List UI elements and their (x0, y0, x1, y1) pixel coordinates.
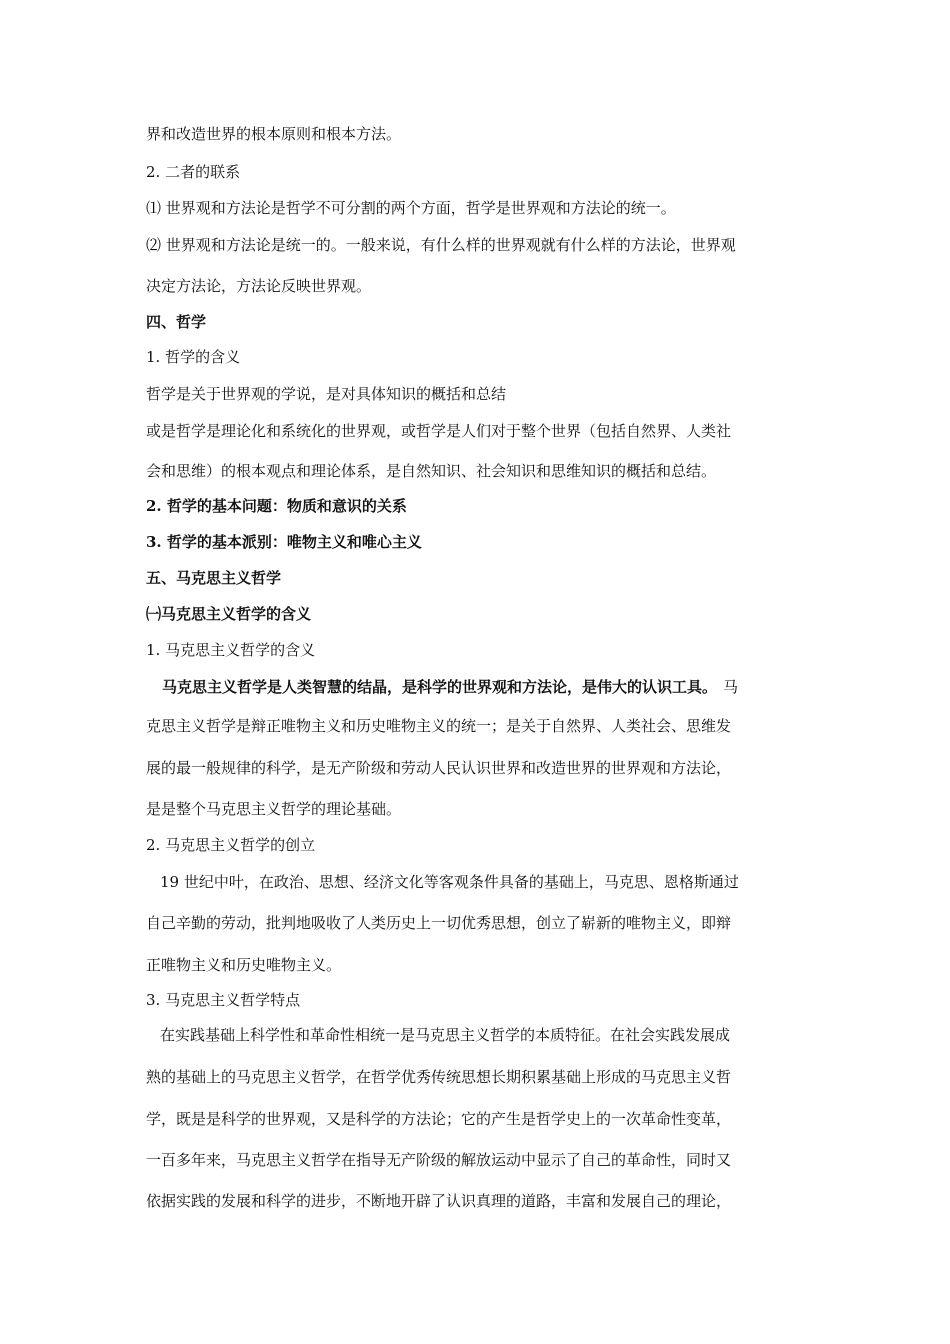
subheading: 3. 马克思主义哲学特点 (146, 991, 301, 1009)
paragraph-line: 是是整个马克思主义哲学的理论基础。 (146, 800, 402, 818)
paragraph-line: 哲学是关于世界观的学说，是对具体知识的概括和总结 (146, 385, 507, 403)
paragraph-line: 克思主义哲学是辩正唯物主义和历史唯物主义的统一；是关于自然界、人类社会、思维发 (146, 717, 732, 735)
paragraph-line: 在实践基础上科学性和革命性相统一是马克思主义哲学的本质特征。在社会实践发展成 (160, 1026, 731, 1044)
subheading: 2. 马克思主义哲学的创立 (146, 836, 316, 854)
paragraph-line: 熟的基础上的马克思主义哲学，在哲学优秀传统思想长期积累基础上形成的马克思主义哲 (146, 1068, 732, 1086)
paragraph-line: 会和思维）的根本观点和理论体系，是自然知识、社会知识和思维知识的概括和总结。 (146, 462, 717, 480)
paragraph-line: 学，既是是科学的世界观，又是科学的方法论；它的产生是哲学史上的一次革命性变革， (146, 1110, 732, 1128)
paragraph-line: 19 世纪中叶，在政治、思想、经济文化等客观条件具备的基础上，马克思、恩格斯通过 (160, 873, 739, 891)
paragraph-line: 一百多年来，马克思主义哲学在指导无产阶级的解放运动中显示了自己的革命性，同时又 (146, 1151, 732, 1169)
subsection-heading: ㈠马克思主义哲学的含义 (146, 605, 312, 623)
paragraph-line: ⑴ 世界观和方法论是哲学不可分割的两个方面，哲学是世界观和方法论的统一。 (146, 199, 676, 217)
paragraph-line: ⑵ 世界观和方法论是统一的。一般来说，有什么样的世界观就有什么样的方法论，世界观 (146, 236, 736, 254)
paragraph-line: 依据实践的发展和科学的进步，不断地开辟了认识真理的道路，丰富和发展自己的理论， (146, 1192, 732, 1210)
paragraph-line: 或是哲学是理论化和系统化的世界观，或哲学是人们对于整个世界（包括自然界、人类社 (146, 422, 732, 440)
subheading: 2. 二者的联系 (146, 163, 241, 181)
paragraph-text: 马 (723, 678, 739, 696)
section-heading: 五、马克思主义哲学 (146, 569, 282, 587)
emphasis-text: 马克思主义哲学是人类智慧的结晶，是科学的世界观和方法论，是伟大的认识工具。 (162, 678, 718, 696)
paragraph-line: 展的最一般规律的科学，是无产阶级和劳动人民认识世界和改造世界的世界观和方法论， (146, 759, 732, 777)
subheading: 1. 马克思主义哲学的含义 (146, 641, 316, 659)
section-heading: 四、哲学 (146, 313, 207, 331)
paragraph-line: 正唯物主义和历史唯物主义。 (146, 956, 342, 974)
paragraph-line: 决定方法论，方法论反映世界观。 (146, 277, 372, 295)
subheading: 1. 哲学的含义 (146, 348, 241, 366)
bold-subheading: 3. 哲学的基本派别：唯物主义和唯心主义 (146, 533, 422, 551)
paragraph-line: 自己辛勤的劳动，批判地吸收了人类历史上一切优秀思想，创立了崭新的唯物主义，即辩 (146, 914, 732, 932)
paragraph-line: 界和改造世界的根本原则和根本方法。 (146, 125, 402, 143)
bold-subheading: 2. 哲学的基本问题：物质和意识的关系 (146, 497, 407, 515)
paragraph-line-emphasis (162, 677, 738, 697)
